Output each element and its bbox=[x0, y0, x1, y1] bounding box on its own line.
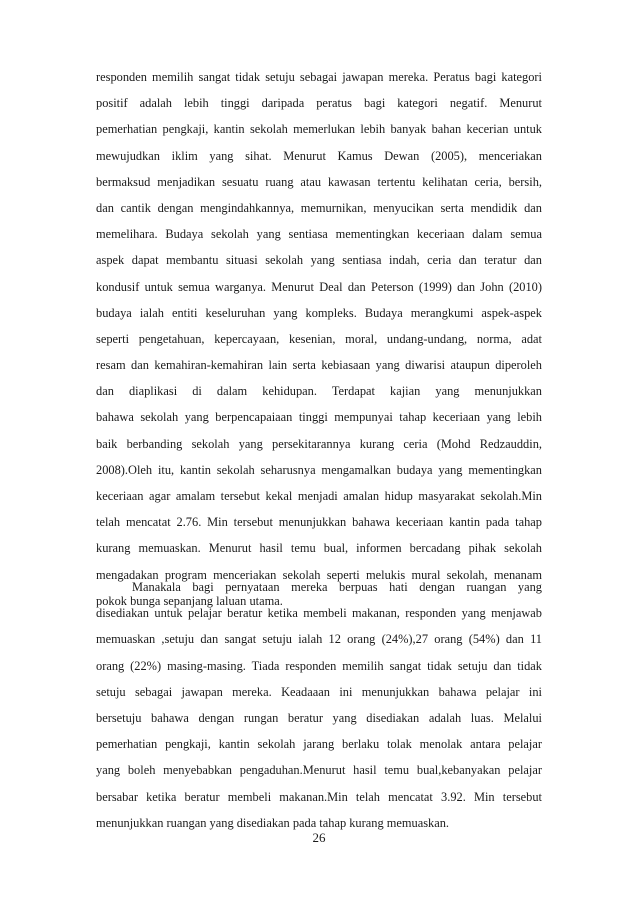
text-line: setuju sebagai jawapan mereka. Keadaaan ini menunjukkan bahawa pelajar ini bbox=[96, 684, 542, 699]
text-line: baik berbanding sekolah yang persekitarannya kurang ceria (Mohd Redzauddin, bbox=[96, 436, 542, 451]
text-line: memelihara. Budaya sekolah yang sentiasa mementingkan keceriaan dalam semua bbox=[96, 227, 542, 242]
text-line: 2008).Oleh itu, kantin sekolah seharusnya mengamalkan budaya yang mementingkan bbox=[96, 462, 542, 477]
text-line: memuaskan ,setuju dan sangat setuju ialah 12 orang (24%),27 orang (54%) dan 11 bbox=[96, 632, 542, 647]
text-line: bermaksud menjadikan sesuatu ruang atau kawasan tertentu kelihatan ceria, bersih, bbox=[96, 174, 542, 189]
text-line: aspek dapat membantu situasi sekolah yang sentiasa indah, ceria dan teratur dan bbox=[96, 253, 542, 268]
text-line: bersabar ketika beratur membeli makanan.Min telah mencatat 3.92. Min tersebut bbox=[96, 789, 542, 804]
text-line: keceriaan agar amalam tersebut kekal menjadi amalan hidup masyarakat sekolah.Min bbox=[96, 489, 542, 503]
text-line: bersetuju bahawa dengan rungan beratur yang disediakan adalah luas. Melalui bbox=[96, 710, 542, 725]
text-line: kurang memuaskan. Menurut hasil temu bual, informen bercadang pihak sekolah bbox=[96, 541, 542, 556]
text-line: budaya ialah entiti keseluruhan yang kompleks. Budaya merangkumi aspek-aspek bbox=[96, 305, 542, 320]
text-line: mengadakan program menceriakan sekolah seperti melukis mural sekolah, menanam bbox=[96, 567, 542, 582]
text-line: resam dan kemahiran-kemahiran lain serta kebiasaan yang diwarisi ataupun diperoleh bbox=[96, 358, 542, 373]
text-line: dan cantik dengan mengindahkannya, memurnikan, menyucikan serta mendidik dan bbox=[96, 200, 542, 215]
text-line: bahawa sekolah yang berpencapaiaan tinggi mempunyai tahap keceriaan yang lebih bbox=[96, 410, 542, 425]
paragraph-canteen-cheerfulness bbox=[96, 64, 542, 614]
text-line: telah mencatat 2.76. Min tersebut menunjukkan bahawa keceriaan kantin pada tahap bbox=[96, 515, 542, 530]
text-line: positif adalah lebih tinggi daripada peratus bagi kategori negatif. Menurut bbox=[96, 96, 542, 111]
text-line: menunjukkan ruangan yang disediakan pada tahap kurang memuaskan. bbox=[96, 815, 450, 830]
page-number: 26 bbox=[312, 830, 326, 845]
text-line: dan diaplikasi di dalam kehidupan. Terdapat kajian yang menunjukkan bbox=[96, 384, 542, 399]
text-line: pemerhatian pengkaji, kantin sekolah memerlukan lebih banyak bahan kecerian untuk bbox=[96, 122, 542, 137]
text-line: kondusif untuk semua warganya. Menurut Deal dan Peterson (1999) dan John (2010) bbox=[96, 279, 542, 294]
text-line: mewujudkan iklim yang sihat. Menurut Kamus Dewan (2005), menceriakan bbox=[96, 148, 542, 163]
text-line: disediakan untuk pelajar beratur ketika membeli makanan, responden yang menjawab bbox=[96, 606, 542, 621]
text-line: pokok bunga sepanjang laluan utama. bbox=[96, 593, 283, 608]
paragraph-queue-space bbox=[96, 574, 542, 836]
text-line: Manakala bagi pernyataan mereka berpuas hati dengan ruangan yang bbox=[132, 580, 542, 594]
text-line: yang boleh menyebabkan pengaduhan.Menurut hasil temu bual,kebanyakan pelajar bbox=[96, 763, 542, 778]
text-line: pemerhatian pengkaji, kantin sekolah jarang berlaku tolak menolak antara pelajar bbox=[96, 737, 542, 752]
text-line: responden memilih sangat tidak setuju sebagai jawapan mereka. Peratus bagi kategori bbox=[96, 70, 542, 84]
text-line: seperti pengetahuan, kepercayaan, kesenian, moral, undang-undang, norma, adat bbox=[96, 331, 542, 346]
text-line: orang (22%) masing-masing. Tiada responden memilih sangat tidak setuju dan tidak bbox=[96, 658, 542, 673]
